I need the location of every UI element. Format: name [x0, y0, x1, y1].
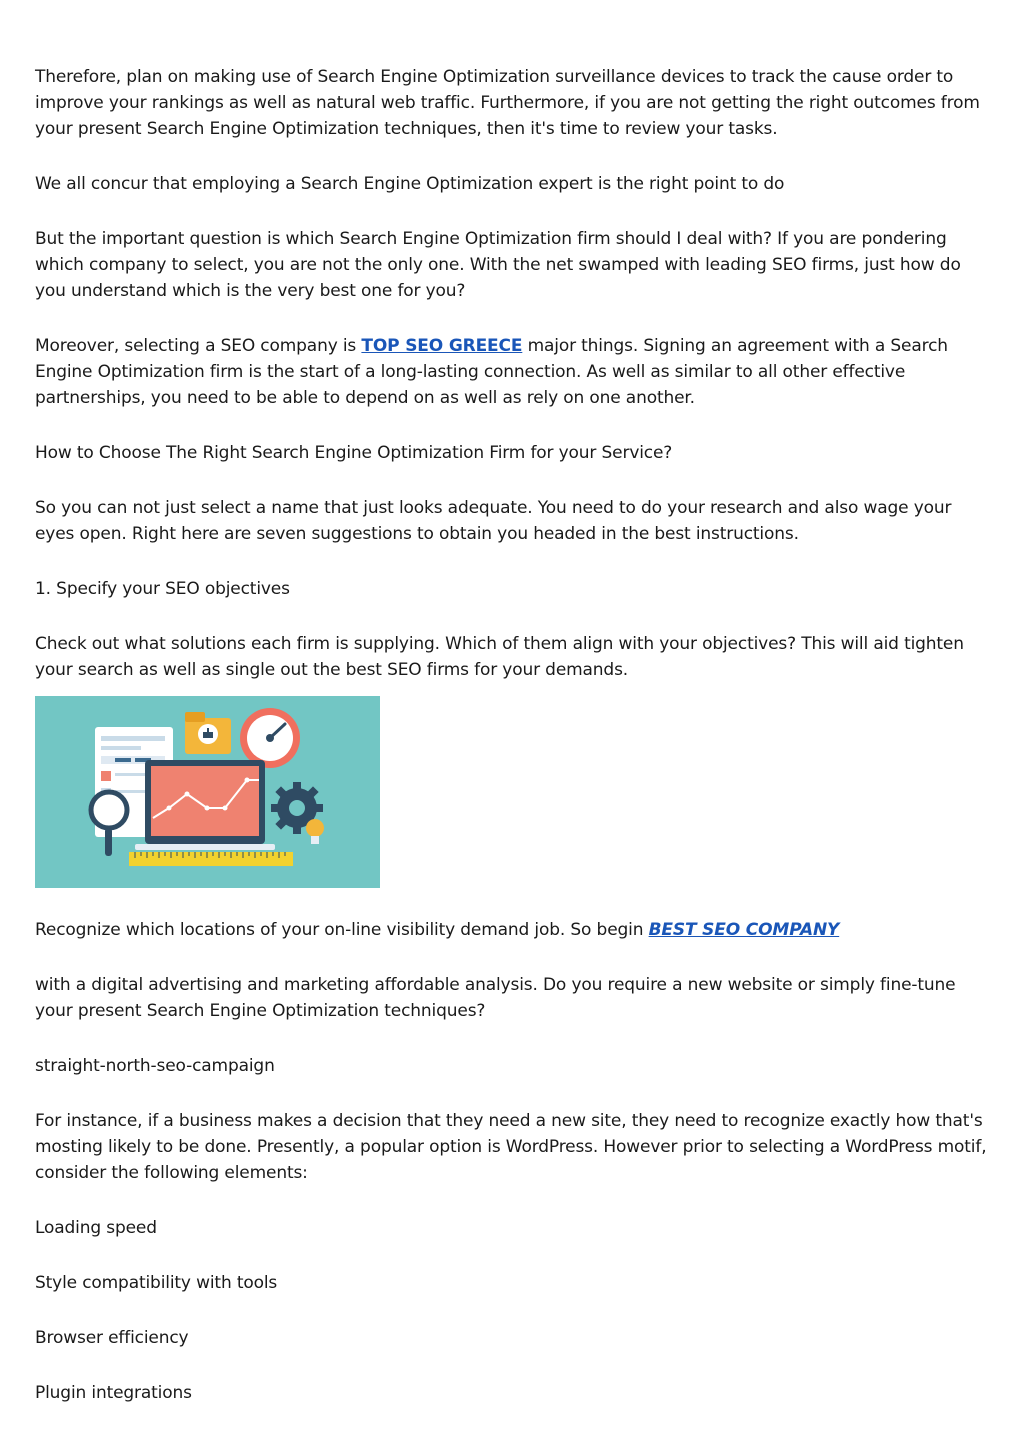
paragraph-moreover-text-start: Moreover, selecting a SEO company is	[35, 336, 362, 356]
paragraph-for-instance: For instance, if a business makes a decision that they need a new site, they need to recognize exactly how that's mosting likely to be done. Presently, a popular option is WordPress. However prior to selecting a WordPress motif, consider the following elements:	[35, 1111, 987, 1183]
paragraph-check-out: Check out what solutions each firm is supplying. Which of them align with your objectives? This will aid tighten your search as well as single out the best SEO firms for your demands.	[35, 634, 964, 680]
paragraph-research: So you can not just select a name that just looks adequate. You need to do your research and also wage your eyes open. Right here are seven suggestions to obtain you headed in the best instructions.	[35, 498, 952, 544]
paragraph-tracking: Therefore, plan on making use of Search Engine Optimization surveillance devices to track the cause order to improve your rankings as well as natural web traffic. Furthermore, if you are not getting the right outcomes from your present Search Engine Optimization techniques, then it's time to review your tasks.	[35, 67, 980, 139]
heading-how-to-choose: How to Choose The Right Search Engine Optimization Firm for your Service?	[35, 443, 673, 463]
list-item-loading-speed: Loading speed	[35, 1218, 157, 1238]
lightbulb-icon	[306, 819, 324, 837]
top-seo-greece-link[interactable]: TOP SEO GREECE	[361, 336, 523, 356]
magnifier-icon	[91, 792, 127, 828]
best-seo-company-link[interactable]: BEST SEO COMPANY	[648, 920, 840, 940]
list-item-style-compatibility: Style compatibility with tools	[35, 1273, 278, 1293]
paragraph-question: But the important question is which Search Engine Optimization firm should I deal with? If you are pondering which company to select, you are not the only one. With the net swamped with leading SEO firms, just how do you understand which is the very best one for you?	[35, 229, 961, 301]
list-item-browser-efficiency: Browser efficiency	[35, 1328, 189, 1348]
document-page	[35, 64, 995, 1435]
paragraph-campaign-label: straight-north-seo-campaign	[35, 1056, 275, 1076]
paragraph-moreover	[35, 333, 995, 411]
paragraph-digital-analysis: with a digital advertising and marketing affordable analysis. Do you require a new website or simply fine-tune your present Search Engine Optimization techniques?	[35, 975, 956, 1021]
seo-analytics-illustration	[35, 696, 380, 888]
ruler-icon	[129, 852, 293, 866]
paragraph-moreover-text-end: major things. Signing an agreement with a Search Engine Optimization firm is the start of a long-lasting connection. As well as similar to all other effective partnerships, you need to be able to depend on as well as rely on one another.	[35, 336, 948, 408]
paragraph-recognize-text: Recognize which locations of your on-line visibility demand job. So begin	[35, 920, 649, 940]
heading-specify-objectives: 1. Specify your SEO objectives	[35, 579, 290, 599]
paragraph-recognize	[35, 917, 995, 943]
paragraph-concur: We all concur that employing a Search Engine Optimization expert is the right point to do	[35, 174, 785, 194]
list-item-plugin-integrations: Plugin integrations	[35, 1383, 192, 1403]
